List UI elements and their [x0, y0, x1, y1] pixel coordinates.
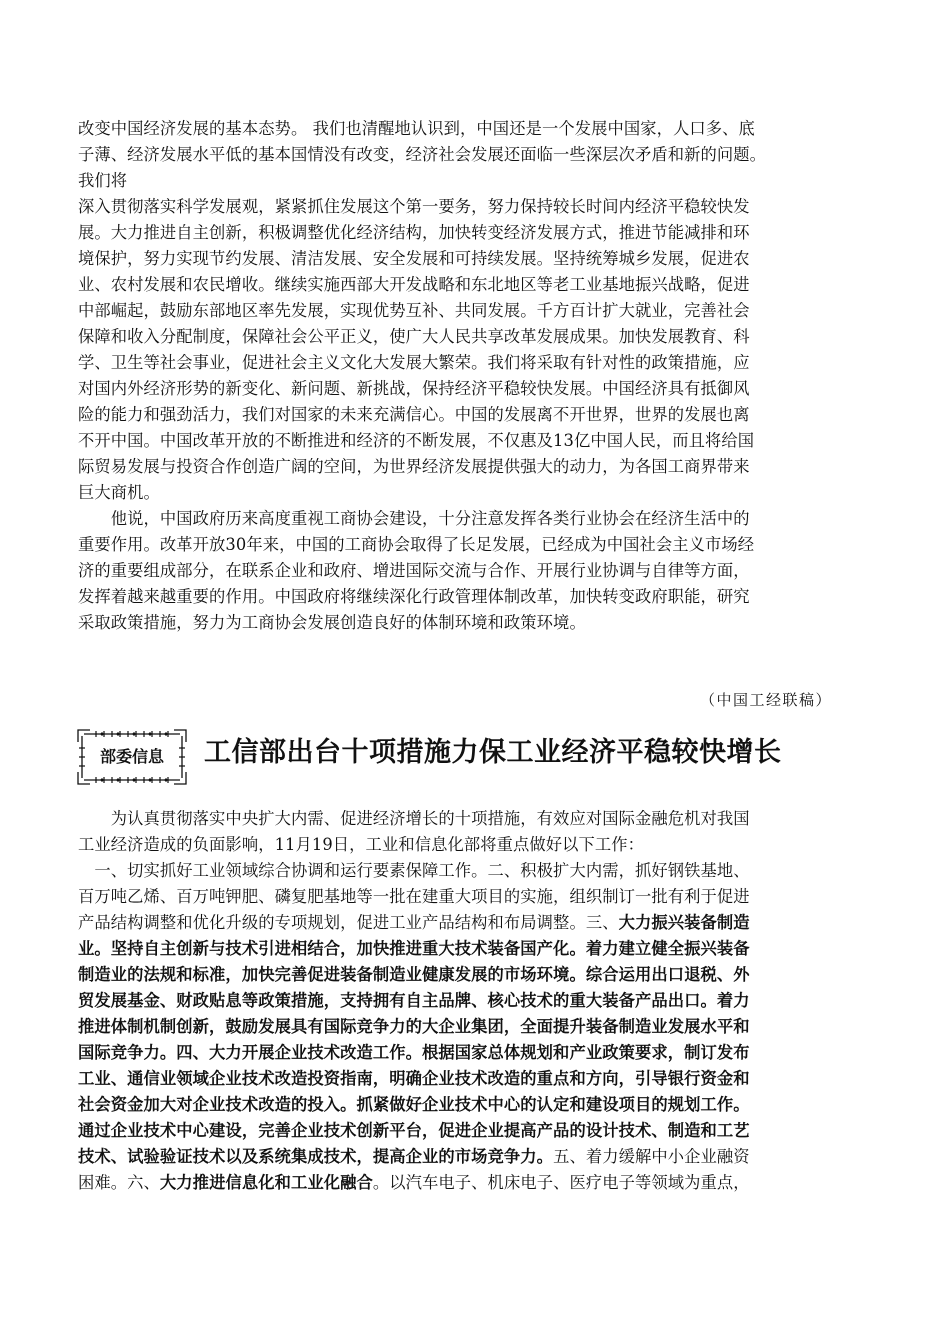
- bold-text-run: 工业、通信业领域企业技术改造投资指南，明确企业技术改造的重点和方向，引导银行资金和: [78, 1069, 750, 1088]
- text-line: 际贸易发展与投资合作创造广阔的空间，为世界经济发展提供强大的动力，为各国工商界带来: [78, 457, 750, 476]
- text-line: [78, 1066, 870, 1092]
- bold-text-run: 通过企业技术中心建设，完善企业技术创新平台，促进企业提高产品的设计技术、制造和工艺: [78, 1121, 750, 1140]
- text-line: 险的能力和强劲活力，我们对国家的未来充满信心。中国的发展离不开世界，世界的发展也离: [78, 405, 750, 424]
- text-line: 改变中国经济发展的基本态势。 我们也清醒地认识到，中国还是一个发展中国家，人口多、底: [78, 119, 755, 138]
- text-line: [78, 910, 870, 936]
- text-line: [78, 962, 870, 988]
- text-line: 对国内外经济形势的新变化、新问题、新挑战，保持经济平稳较快发展。中国经济具有抵御风: [78, 379, 750, 398]
- text-line: [78, 1144, 870, 1170]
- text-line: 子薄、经济发展水平低的基本国情没有改变，经济社会发展还面临一些深层次矛盾和新的问题。: [78, 145, 767, 164]
- text-run: 五、着力缓解中小企业融资: [553, 1147, 750, 1166]
- section-badge: [76, 728, 188, 786]
- bold-text-run: 社会资金加大对企业技术改造的投入。抓紧做好企业技术中心的认定和建设项目的规划工作。: [78, 1095, 750, 1114]
- text-run: 工业经济造成的负面影响，11月19日，工业和信息化部将重点做好以下工作：: [78, 835, 645, 854]
- text-run: 为认真贯彻落实中央扩大内需、促进经济增长的十项措施，有效应对国际金融危机对我国: [78, 809, 750, 828]
- article-credit: （中国工经联稿）: [700, 691, 833, 709]
- text-line: 展。大力推进自主创新，积极调整优化经济结构，加快转变经济发展方式，推进节能减排和环: [78, 223, 750, 242]
- text-run: 。以汽车电子、机床电子、医疗电子等领域为重点，: [372, 1173, 750, 1192]
- text-line: 境保护，努力实现节约发展、清洁发展、安全发展和可持续发展。坚持统筹城乡发展，促进农: [78, 249, 750, 268]
- text-line: [78, 1118, 870, 1144]
- bold-text-run: 大力振兴装备制造: [618, 913, 750, 932]
- text-line: 发挥着越来越重要的作用。中国政府将继续深化行政管理体制改革，加快转变政府职能，研究: [78, 587, 750, 606]
- bold-text-run: 国际竞争力。四、大力开展企业技术改造工作。根据国家总体规划和产业政策要求，制订发布: [78, 1043, 750, 1062]
- bold-text-run: 制造业的法规和标准，加快完善促进装备制造业健康发展的市场环境。综合运用出口退税、外: [78, 965, 750, 984]
- text-run: 产品结构调整和优化升级的专项规划，促进工业产品结构和布局调整。三、: [78, 913, 619, 932]
- bold-text-run: 大力推进信息化和工业化融合: [159, 1173, 373, 1192]
- bold-text-run: 贸发展基金、财政贴息等政策措施，支持拥有自主品牌、核心技术的重大装备产品出口。着力: [78, 991, 750, 1010]
- text-line: 学、卫生等社会事业，促进社会主义文化大发展大繁荣。我们将采取有针对性的政策措施，应: [78, 353, 750, 372]
- text-line: [78, 832, 870, 858]
- article-body-1: [78, 116, 870, 636]
- text-line: [78, 1092, 870, 1118]
- text-run: 困难。六、: [78, 1173, 160, 1192]
- text-line: 济的重要组成部分，在联系企业和政府、增进国际交流与合作、开展行业协调与自律等方面，: [78, 561, 750, 580]
- text-line: [78, 1040, 870, 1066]
- text-line: 重要作用。改革开放30年来，中国的工商协会取得了长足发展，已经成为中国社会主义市场经: [78, 535, 755, 554]
- text-line: 采取政策措施，努力为工商协会发展创造良好的体制环境和政策环境。: [78, 613, 586, 632]
- text-line: 我们将: [78, 171, 128, 190]
- text-line: 深入贯彻落实科学发展观，紧紧抓住发展这个第一要务，努力保持较长时间内经济平稳较快发: [78, 197, 750, 216]
- article-body-2: [78, 806, 870, 1196]
- text-line: 保障和收入分配制度，保障社会公平正义，使广大人民共享改革发展成果。加快发展教育、科: [78, 327, 750, 346]
- text-line: [78, 1170, 870, 1196]
- article-headline: 工信部出台十项措施力保工业经济平稳较快增长: [204, 737, 782, 768]
- text-line: [78, 1014, 870, 1040]
- text-line: 巨大商机。: [78, 483, 160, 502]
- section-badge-label: 部委信息: [99, 747, 164, 766]
- text-line: [78, 858, 870, 884]
- bold-text-run: 技术、试验验证技术以及系统集成技术，提高企业的市场竞争力。: [78, 1147, 554, 1166]
- text-run: 一、切实抓好工业领域综合协调和运行要素保障工作。二、积极扩大内需，抓好钢铁基地、: [78, 861, 750, 880]
- text-line: 业、农村发展和农民增收。继续实施西部大开发战略和东北地区等老工业基地振兴战略，促进: [78, 275, 750, 294]
- text-line: 他说，中国政府历来高度重视工商协会建设，十分注意发挥各类行业协会在经济生活中的: [78, 509, 750, 528]
- bold-text-run: 业。坚持自主创新与技术引进相结合，加快推进重大技术装备国产化。着力建立健全振兴装备: [78, 939, 750, 958]
- text-line: [78, 806, 870, 832]
- bold-text-run: 推进体制机制创新，鼓励发展具有国际竞争力的大企业集团，全面提升装备制造业发展水平和: [78, 1017, 750, 1036]
- text-line: 不开中国。中国改革开放的不断推进和经济的不断发展，不仅惠及13亿中国人民，而且将给国: [78, 431, 755, 450]
- text-run: 百万吨乙烯、百万吨钾肥、磷复肥基地等一批在建重大项目的实施，组织制订一批有利于促进: [78, 887, 750, 906]
- text-line: [78, 988, 870, 1014]
- text-line: 中部崛起，鼓励东部地区率先发展，实现优势互补、共同发展。千方百计扩大就业，完善社会: [78, 301, 750, 320]
- text-line: [78, 936, 870, 962]
- text-line: [78, 884, 870, 910]
